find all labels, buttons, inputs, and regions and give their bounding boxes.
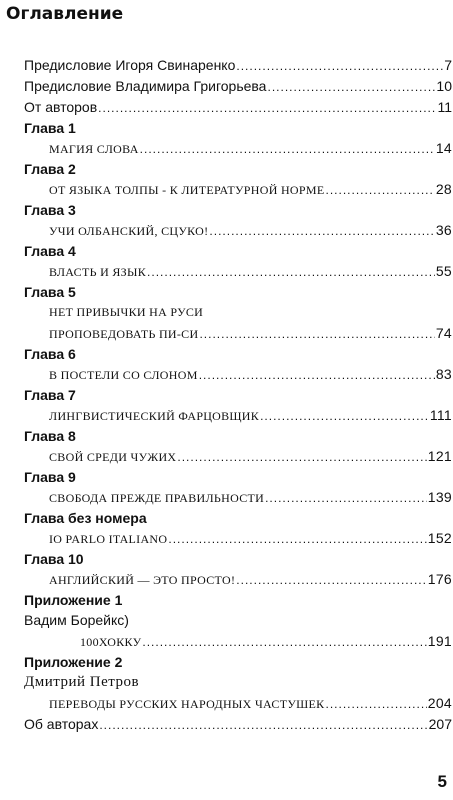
appendix-author: Вадим Борейкс) bbox=[24, 612, 129, 628]
toc-entry-page: 10 bbox=[436, 78, 452, 94]
toc-entry bbox=[24, 138, 452, 159]
toc-entry-page: 74 bbox=[435, 325, 452, 341]
leader-dots bbox=[325, 694, 426, 715]
toc-entry bbox=[24, 714, 452, 735]
toc-entry-title: АНГЛИЙСКИЙ — ЭТО ПРОСТО! bbox=[49, 573, 236, 587]
appendix-heading: Приложение 1 bbox=[24, 592, 123, 608]
appendix-heading: Приложение 2 bbox=[24, 654, 123, 670]
leader-dots bbox=[267, 77, 435, 98]
toc-entry-page: 121 bbox=[427, 448, 452, 464]
toc-entry-page: 83 bbox=[435, 366, 452, 382]
toc-entry-title: Предисловие Владимира Григорьева bbox=[24, 78, 267, 94]
leader-dots bbox=[147, 262, 435, 283]
toc-entry bbox=[24, 487, 452, 508]
toc-entry-title: УЧИ ОЛБАНСКИЙ, СЦУКО! bbox=[49, 224, 209, 238]
chapter-heading: Глава 4 bbox=[24, 243, 76, 259]
page-title: Оглавление bbox=[6, 4, 124, 24]
leader-dots bbox=[142, 632, 426, 653]
toc-entry-title: От авторов bbox=[24, 99, 98, 115]
toc-entry-page: 191 bbox=[427, 633, 452, 649]
leader-dots bbox=[236, 56, 443, 77]
page-number: 5 bbox=[437, 772, 447, 791]
toc-entry bbox=[24, 261, 452, 282]
toc-entry bbox=[24, 446, 452, 467]
toc-entry bbox=[24, 528, 452, 549]
toc-entry-title: ЛИНГВИСТИЧЕСКИЙ ФАРЦОВЩИК bbox=[49, 409, 260, 423]
toc-entry bbox=[24, 220, 452, 241]
toc-entry-title: ВЛАСТЬ И ЯЗЫК bbox=[49, 265, 147, 279]
toc-entry bbox=[24, 405, 452, 426]
leader-dots bbox=[98, 98, 436, 119]
table-of-contents bbox=[24, 55, 452, 735]
toc-entry-page: 207 bbox=[428, 716, 452, 732]
toc-entry-page: 111 bbox=[429, 407, 452, 423]
toc-entry-title: ПЕРЕВОДЫ РУССКИХ НАРОДНЫХ ЧАСТУШЕК bbox=[49, 697, 325, 711]
leader-dots bbox=[140, 139, 435, 160]
toc-entry bbox=[24, 569, 452, 590]
leader-dots bbox=[325, 180, 434, 201]
toc-entry-title: ОТ ЯЗЫКА ТОЛПЫ - К ЛИТЕРАТУРНОЙ НОРМЕ bbox=[49, 183, 325, 197]
chapter-heading: Глава 1 bbox=[24, 120, 76, 136]
toc-entry bbox=[24, 693, 452, 714]
leader-dots bbox=[199, 324, 434, 345]
chapter-heading: Глава без номера bbox=[24, 510, 147, 526]
toc-entry-page: 152 bbox=[427, 530, 452, 546]
leader-dots bbox=[177, 447, 426, 468]
toc-entry-page: 176 bbox=[427, 571, 452, 587]
toc-entry bbox=[24, 631, 452, 652]
toc-entry bbox=[24, 179, 452, 200]
chapter-heading: Глава 3 bbox=[24, 202, 76, 218]
leader-dots bbox=[260, 406, 429, 427]
toc-entry bbox=[24, 76, 452, 97]
toc-entry-title: В ПОСТЕЛИ СО СЛОНОМ bbox=[49, 368, 198, 382]
toc-entry-title: ПРОПОВЕДОВАТЬ ПИ-СИ bbox=[49, 327, 199, 341]
toc-entry-title: СВОБОДА ПРЕЖДЕ ПРАВИЛЬНОСТИ bbox=[49, 491, 265, 505]
leader-dots bbox=[236, 570, 426, 591]
toc-entry-page: 11 bbox=[437, 99, 452, 115]
appendix-author: Дмитрий Петров bbox=[24, 674, 140, 690]
toc-entry-page: 55 bbox=[435, 263, 452, 279]
toc-entry-page: 204 bbox=[427, 695, 452, 711]
toc-entry-page: 28 bbox=[435, 181, 452, 197]
toc-entry-page: 7 bbox=[444, 57, 452, 73]
leader-dots bbox=[99, 715, 427, 736]
toc-entry-title: Об авторах bbox=[24, 716, 99, 732]
chapter-heading: Глава 8 bbox=[24, 428, 76, 444]
toc-entry bbox=[24, 364, 452, 385]
chapter-heading: Глава 2 bbox=[24, 161, 76, 177]
toc-entry-title: СВОЙ СРЕДИ ЧУЖИХ bbox=[49, 450, 177, 464]
chapter-heading: Глава 10 bbox=[24, 551, 84, 567]
toc-entry bbox=[24, 97, 452, 118]
leader-dots bbox=[265, 488, 427, 509]
toc-entry-title-line: НЕТ ПРИВЫЧКИ НА РУСИ bbox=[49, 305, 204, 319]
toc-entry bbox=[24, 323, 452, 344]
leader-dots bbox=[209, 221, 434, 242]
toc-entry-page: 139 bbox=[427, 489, 452, 505]
toc-entry-title: МАГИЯ СЛОВА bbox=[49, 142, 139, 156]
chapter-heading: Глава 7 bbox=[24, 387, 76, 403]
toc-entry-page: 36 bbox=[435, 222, 452, 238]
toc-entry-page: 14 bbox=[435, 140, 452, 156]
leader-dots bbox=[168, 529, 426, 550]
toc-entry-title: 100ХОККУ bbox=[80, 635, 142, 649]
toc-entry-title: IO PARLO ITALIANO bbox=[49, 532, 168, 546]
chapter-heading: Глава 5 bbox=[24, 284, 76, 300]
chapter-heading: Глава 6 bbox=[24, 346, 76, 362]
chapter-heading: Глава 9 bbox=[24, 469, 76, 485]
toc-entry bbox=[24, 55, 452, 76]
toc-entry-title: Предисловие Игоря Свинаренко bbox=[24, 57, 236, 73]
leader-dots bbox=[199, 365, 435, 386]
